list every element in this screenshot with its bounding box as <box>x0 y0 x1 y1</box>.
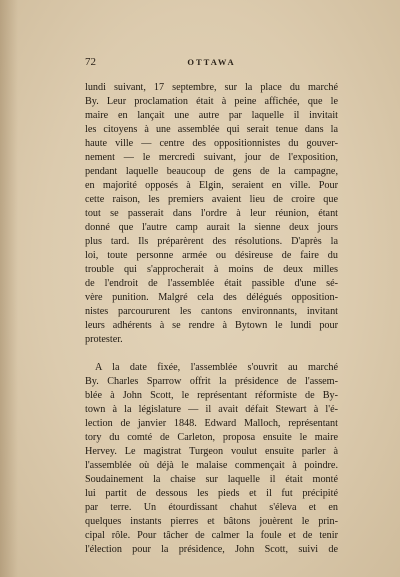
text-line: pendant laquelle beaucoup de gens de la campagne, <box>85 166 338 177</box>
page-number: 72 <box>85 56 96 68</box>
text-line: nistes parcoururent les cantons environnants, invitant <box>85 306 338 317</box>
text-line: cette raison, les premiers avaient lieu de croire que <box>85 194 338 205</box>
text-line: tory du comté de Carleton, proposa ensuite le maire <box>85 432 338 443</box>
text-line: donné que l'autre camp aurait la sienne deux jours <box>85 222 338 233</box>
text-line: vère punition. Malgré cela des délégués opposition- <box>85 292 338 303</box>
text-line: maire en lançait une autre par laquelle il invitait <box>85 110 338 121</box>
text-line: nement — le mercredi suivant, jour de l'exposition, <box>85 152 338 163</box>
text-line: cipal rôle. Pour tâcher de calmer la foule et de tenir <box>85 530 338 541</box>
body-text <box>85 81 338 557</box>
text-line: blée à John Scott, le représentant réformiste de By- <box>85 390 338 401</box>
text-line: l'assemblée où déjà le malaise commençait à poindre. <box>85 460 338 471</box>
text-line: plus tard. Ils préparèrent des résolutions. D'après la <box>85 236 338 247</box>
text-line: tout se passerait dans l'ordre à leur réunion, étant <box>85 208 338 219</box>
paragraph-spacer <box>85 347 338 361</box>
text-line: haute ville — centre des oppositionnistes du gouver- <box>85 138 338 149</box>
running-head: OTTAWA <box>187 57 236 67</box>
text-line: By. Charles Sparrow offrit la présidence de l'assem- <box>85 376 338 387</box>
text-line: Hervey. Le magistrat Turgeon voulut ensuite parler à <box>85 446 338 457</box>
text-line: By. Leur proclamation était à peine affichée, que le <box>85 96 338 107</box>
text-line: Soudainement la chaise sur laquelle il était monté <box>85 474 338 485</box>
page-header <box>85 55 338 69</box>
text-line: loi, toute personne armée ou désireuse de faire du <box>85 250 338 261</box>
text-line: par terre. Un étourdissant chahut s'éleva et en <box>85 502 338 513</box>
text-line: lection de janvier 1848. Edward Malloch, représentant <box>85 418 338 429</box>
page-gutter-shadow <box>0 0 18 577</box>
text-line: lui partit de dessous les pieds et il fut précipité <box>85 488 338 499</box>
text-line: leurs adhérents à se rendre à Bytown le lundi pour <box>85 320 338 331</box>
text-line: protester. <box>85 334 123 345</box>
text-line: quelques instants pierres et bâtons jouèrent le prin- <box>85 516 338 527</box>
text-line: town à la législature — il avait défait Stewart à l'é- <box>85 404 338 415</box>
text-line: trouble qui s'approcherait à moins de deux milles <box>85 264 338 275</box>
text-line: de l'endroit de l'assemblée était passible d'une sé- <box>85 278 338 289</box>
paragraph-1 <box>85 81 338 347</box>
text-line: lundi suivant, 17 septembre, sur la place du marché <box>85 82 338 93</box>
text-line: A la date fixée, l'assemblée s'ouvrit au marché <box>95 362 338 373</box>
text-line: l'élection pour la présidence, John Scott, suivi de <box>85 544 338 555</box>
text-line: en majorité opposés à Elgin, seraient en ville. Pour <box>85 180 338 191</box>
text-line: les citoyens à une assemblée qui serait tenue dans la <box>85 124 338 135</box>
paragraph-2 <box>85 361 338 557</box>
